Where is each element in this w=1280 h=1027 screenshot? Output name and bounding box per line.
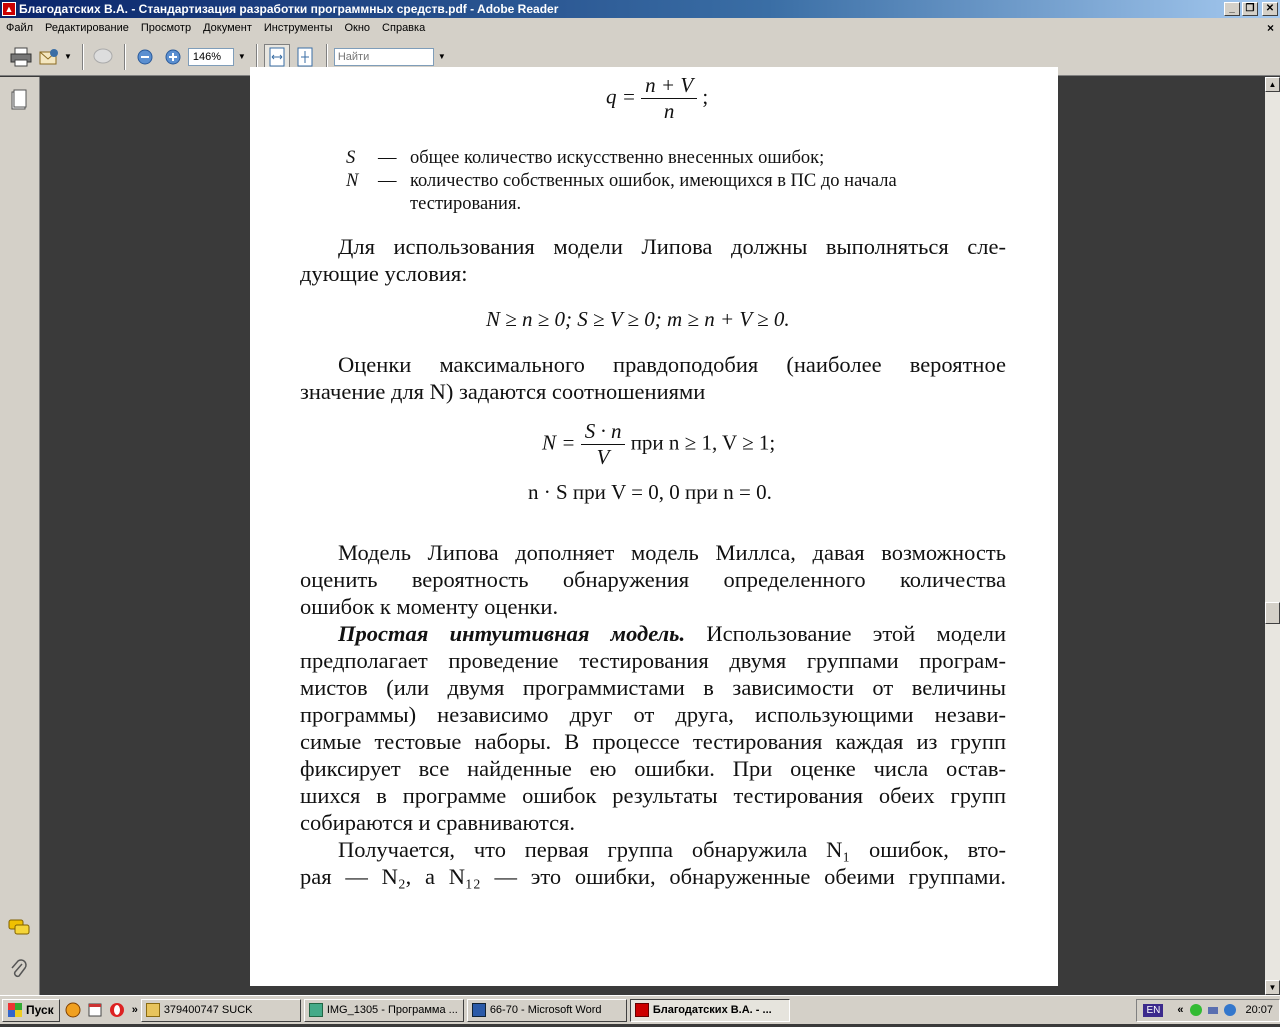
- zoom-in-icon: [165, 49, 181, 65]
- adobe-reader-app-icon[interactable]: ▲: [2, 2, 16, 16]
- tray-expand-button[interactable]: «: [1177, 1004, 1184, 1016]
- paragraph-line: шихся в программе ошибок результаты тестирования обеих групп: [300, 783, 1006, 808]
- estimate-formula-1: [542, 419, 775, 470]
- definition-dash: —: [378, 148, 397, 168]
- tray-network-icon[interactable]: [1189, 1003, 1203, 1017]
- window-title-bar[interactable]: [0, 0, 1280, 18]
- find-dropdown-arrow[interactable]: ▼: [437, 52, 446, 61]
- fit-width-icon: [268, 47, 286, 67]
- definition-s: [346, 147, 824, 170]
- window-title: Благодатских В.А. - Стандартизация разработки программных средств.pdf - Adobe Reader: [19, 2, 559, 16]
- restore-button[interactable]: ❐: [1242, 2, 1258, 16]
- clock[interactable]: 20:07: [1245, 1004, 1273, 1016]
- paragraph-line: Для использования модели Липова должны выполняться сле-: [338, 234, 1006, 259]
- zoom-level-field[interactable]: 146%: [188, 48, 234, 66]
- vertical-scrollbar[interactable]: [1265, 77, 1280, 995]
- zoom-in-button[interactable]: [160, 44, 186, 70]
- zoom-out-button[interactable]: [132, 44, 158, 70]
- paragraph-line: симые тестовые наборы. В процессе тестирования каждая из групп: [300, 729, 1006, 754]
- formula-tail: ;: [702, 84, 709, 109]
- formula-rhs: при n ≥ 1, V ≥ 1;: [630, 430, 776, 455]
- zoom-dropdown-arrow[interactable]: ▼: [237, 52, 246, 61]
- paragraph-line: мистов (или двумя программистами в зависимости от величины: [300, 675, 1006, 700]
- definition-symbol: S: [346, 148, 356, 168]
- fraction-numerator: S · n: [581, 419, 626, 445]
- menu-help[interactable]: Справка: [382, 22, 426, 34]
- system-tray: [1136, 999, 1280, 1022]
- paragraph-line: программы) независимо друг от друга, использующими незави-: [300, 702, 1006, 727]
- fit-width-button[interactable]: [264, 44, 290, 70]
- pages-icon: [10, 89, 28, 111]
- comment-icon: [92, 47, 114, 67]
- close-button[interactable]: ✕: [1262, 2, 1278, 16]
- menu-window[interactable]: Окно: [344, 22, 371, 34]
- fit-page-button[interactable]: [292, 44, 318, 70]
- quicklaunch-calendar-icon[interactable]: [86, 1001, 104, 1019]
- printer-icon: [10, 47, 32, 67]
- section-heading: Простая интуитивная модель.: [338, 621, 686, 646]
- taskbar: [0, 995, 1280, 1024]
- paragraph-line: рая — N₂, а N₁₂ — это ошибки, обнаруженные обеими группами.: [300, 864, 1006, 889]
- menu-bar: [0, 18, 1280, 38]
- find-input[interactable]: [334, 48, 434, 66]
- fraction-numerator: n + V: [641, 73, 697, 99]
- navigation-pane: [0, 77, 40, 995]
- taskbar-button-adobe-reader[interactable]: [630, 999, 790, 1022]
- word-icon: [472, 1003, 486, 1017]
- pdf-page: [250, 67, 1058, 986]
- minimize-button[interactable]: _: [1224, 2, 1240, 16]
- task-label: IMG_1305 - Программа ...: [326, 1004, 458, 1016]
- paragraph-line: значение для N) задаются соотношениями: [300, 379, 706, 404]
- formula-fraction: [581, 419, 626, 470]
- menu-file[interactable]: Файл: [6, 22, 34, 34]
- definition-text: общее количество искусственно внесенных ошибок;: [410, 148, 825, 168]
- toolbar-separator: [326, 44, 328, 70]
- taskbar-button-folder[interactable]: [141, 999, 301, 1022]
- comment-button[interactable]: [90, 44, 116, 70]
- paragraph-line: оценить вероятность обнаружения определенного количества: [300, 567, 1006, 592]
- tray-volume-icon[interactable]: [1206, 1003, 1220, 1017]
- formula-fraction: [641, 73, 697, 124]
- folder-icon: [146, 1003, 160, 1017]
- toolbar-separator: [82, 44, 84, 70]
- task-label: 379400747 SUCK: [163, 1004, 253, 1016]
- formula-lhs: q =: [606, 84, 636, 109]
- document-close-button[interactable]: ×: [1266, 21, 1274, 35]
- definition-symbol: N: [346, 171, 359, 191]
- email-dropdown-arrow[interactable]: ▼: [64, 52, 72, 61]
- estimate-formula-2: n · S при V = 0, 0 при n = 0.: [528, 480, 772, 504]
- zoom-out-icon: [137, 49, 153, 65]
- windows-logo-icon: [8, 1003, 22, 1017]
- paragraph-line: Оценки максимального правдоподобия (наиболее вероятное: [338, 352, 1006, 377]
- paragraph-line: фиксирует все найденные ею ошибки. При оценке числа остав-: [300, 756, 1006, 781]
- conditions-formula: N ≥ n ≥ 0; S ≥ V ≥ 0; m ≥ n + V ≥ 0.: [486, 307, 790, 331]
- comments-panel-button[interactable]: [8, 917, 30, 939]
- start-label: Пуск: [26, 1003, 54, 1017]
- paragraph-line: Получается, что первая группа обнаружила N₁ ошибок, вто-: [338, 837, 1006, 862]
- paragraph-line: [300, 620, 1006, 647]
- language-indicator[interactable]: EN: [1143, 1004, 1163, 1017]
- document-viewport[interactable]: [41, 73, 1265, 995]
- pages-panel-button[interactable]: [8, 89, 30, 111]
- paragraph-line: Модель Липова дополняет модель Миллса, давая возможность: [338, 540, 1006, 565]
- paragraph-line: собираются и сравниваются.: [300, 810, 576, 835]
- taskbar-button-image-viewer[interactable]: [304, 999, 464, 1022]
- paperclip-icon: [10, 959, 28, 981]
- scroll-down-arrow[interactable]: ▼: [1265, 980, 1280, 995]
- paragraph-line: ошибок к моменту оценки.: [300, 594, 559, 619]
- menu-view[interactable]: Просмотр: [140, 22, 192, 34]
- definition-text: количество собственных ошибок, имеющихся в ПС до начала: [410, 171, 897, 191]
- start-button[interactable]: [2, 999, 60, 1022]
- task-label: Благодатских В.А. - ...: [652, 1004, 772, 1016]
- quicklaunch-opera-icon[interactable]: [108, 1001, 126, 1019]
- quicklaunch-more[interactable]: »: [131, 1004, 138, 1016]
- scroll-up-arrow[interactable]: ▲: [1265, 77, 1280, 92]
- print-button[interactable]: [8, 44, 34, 70]
- comments-icon: [8, 919, 30, 937]
- menu-tools[interactable]: Инструменты: [263, 22, 333, 34]
- menu-edit[interactable]: Редактирование: [45, 22, 129, 34]
- menu-document[interactable]: Документ: [203, 22, 252, 34]
- top-formula: [606, 73, 708, 124]
- adobe-reader-icon: [635, 1003, 649, 1017]
- formula-lhs: N =: [542, 430, 576, 455]
- quicklaunch-avast-icon[interactable]: [64, 1001, 82, 1019]
- paragraph-text: Использование этой модели: [706, 621, 1007, 646]
- scrollbar-thumb[interactable]: [1265, 602, 1280, 624]
- tray-antivirus-icon[interactable]: [1223, 1003, 1237, 1017]
- task-label: 66-70 - Microsoft Word: [489, 1004, 602, 1016]
- email-button[interactable]: [36, 44, 62, 70]
- fraction-denominator: n: [663, 99, 675, 123]
- definition-dash: —: [378, 171, 397, 191]
- email-icon: [38, 47, 60, 67]
- toolbar-separator: [124, 44, 126, 70]
- image-viewer-icon: [309, 1003, 323, 1017]
- paragraph-line: дующие условия:: [300, 261, 468, 286]
- toolbar-separator: [256, 44, 258, 70]
- attachments-panel-button[interactable]: [8, 959, 30, 981]
- definition-n: [346, 170, 897, 193]
- fit-page-icon: [296, 47, 314, 67]
- definition-continuation: тестирования.: [410, 194, 522, 214]
- paragraph-line: предполагает проведение тестирования двумя группами програм-: [300, 648, 1006, 673]
- fraction-denominator: V: [596, 445, 610, 469]
- taskbar-button-word[interactable]: [467, 999, 627, 1022]
